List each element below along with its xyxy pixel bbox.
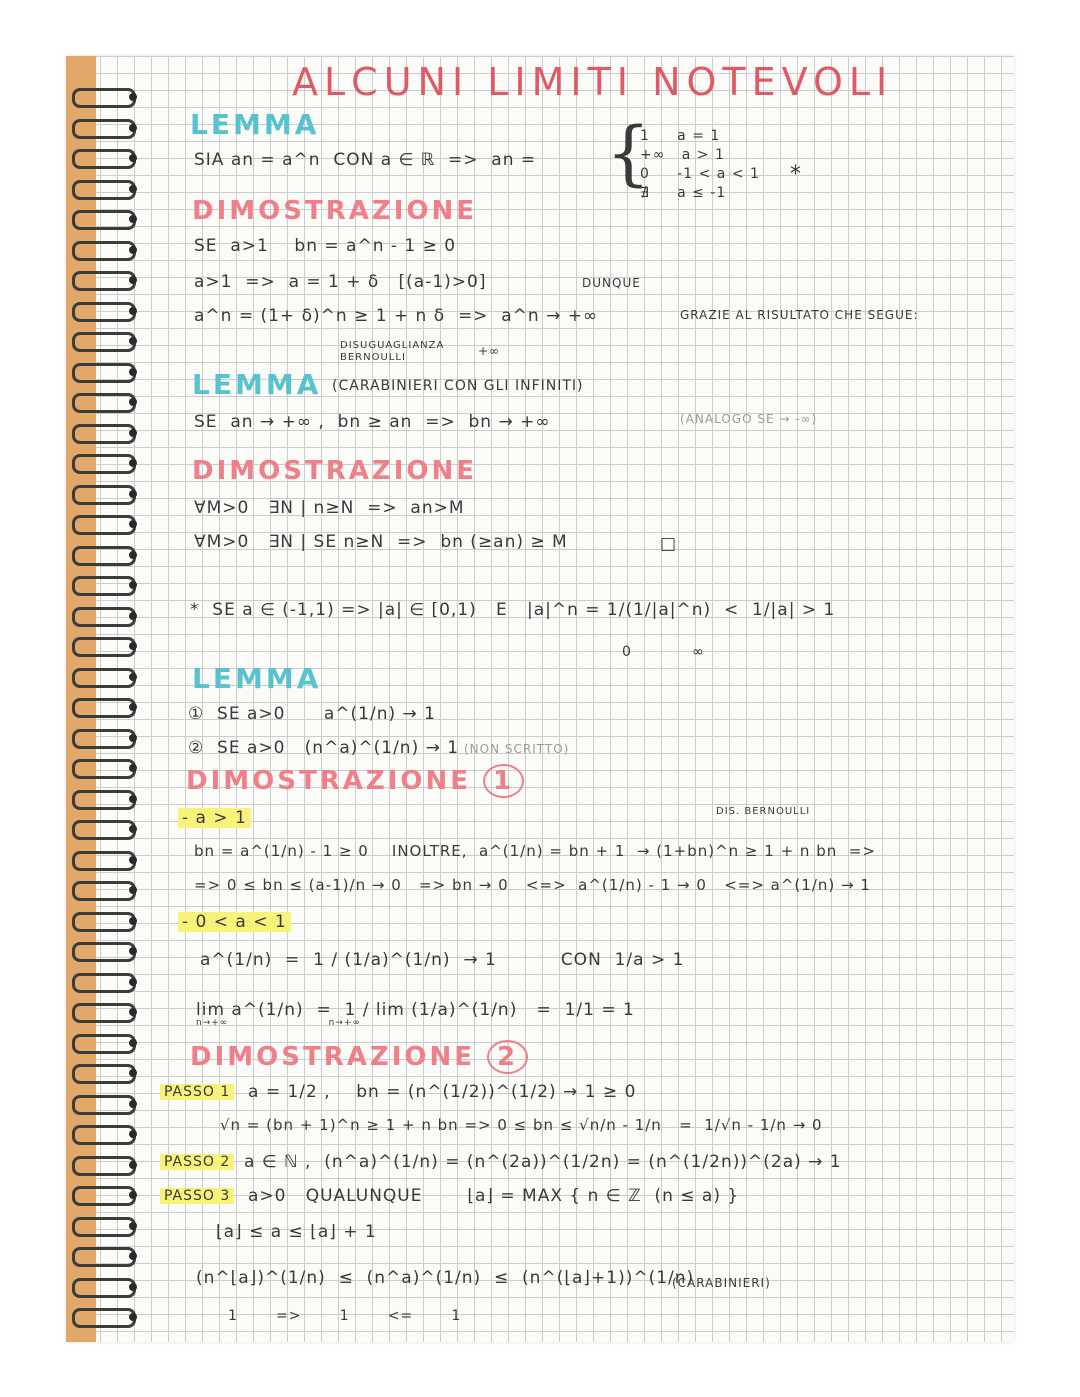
demo2-line-2: ∀M>0 ∃N | SE n≥N => bn (≥an) ≥ M [194,532,568,552]
demo4-heading-text: DIMOSTRAZIONE [190,1042,475,1072]
demo3-heading-text: DIMOSTRAZIONE [186,766,471,796]
passo-3-line-3: (n^⌊a⌋)^(1/n) ≤ (n^a)^(1/n) ≤ (n^(⌊a⌋+1))^(1/n) [196,1268,695,1288]
spiral-ring [72,881,136,901]
spiral-ring [72,790,136,810]
spiral-ring [72,698,136,718]
spiral-ring [72,271,136,291]
spiral-ring [72,210,136,230]
spiral-ring [72,88,136,108]
demo3-line-4: lim a^(1/n) = 1 / lim (1/a)^(1/n) = 1/1 = 1 [196,1000,635,1020]
spiral-ring [72,942,136,962]
demo1-line-1: SE a>1 bn = a^n - 1 ≥ 0 [194,236,457,256]
demo3-line-4-sub: n→+∞ n→+∞ [196,1018,361,1028]
lemma-heading-2: LEMMA [192,368,322,401]
lemma3-item-2: ② SE a>0 (n^a)^(1/n) → 1 [188,738,460,758]
spiral-ring [72,424,136,444]
star-note-zero: 0 [622,644,632,660]
passo-3-line-2: ⌊a⌋ ≤ a ≤ ⌊a⌋ + 1 [216,1222,377,1242]
demo-heading-4 [190,1040,528,1074]
demo3-line-3: a^(1/n) = 1 / (1/a)^(1/n) → 1 CON 1/a > 1 [200,950,685,970]
spiral-ring [72,759,136,779]
star-mark: * [790,162,802,187]
demo1-line-2: a>1 => a = 1 + δ [(a-1)>0] [194,272,487,292]
passo-1-line: a = 1/2 , bn = (n^(1/2))^(1/2) → 1 ≥ 0 [248,1082,637,1102]
spiral-ring [72,149,136,169]
lemma3-item-1: ① SE a>0 a^(1/n) → 1 [188,704,436,724]
spiral-ring [72,546,136,566]
spiral-ring [72,1217,136,1237]
spiral-ring [72,912,136,932]
demo-heading-1: DIMOSTRAZIONE [192,196,477,226]
passo-1-label: PASSO 1 [160,1084,234,1100]
demo3-line-2: => 0 ≤ bn ≤ (a-1)/n → 0 => bn → 0 <=> a^(1/n) - 1 → 0 <=> a^(1/n) → 1 [194,876,871,894]
star-note-line: * SE a ∈ (-1,1) => |a| ∈ [0,1) E |a|^n = 1/(1/|a|^n) < 1/|a| > 1 [190,600,836,620]
demo1-line-3: a^n = (1+ δ)^n ≥ 1 + n δ => a^n → +∞ [194,306,599,326]
case-2: +∞ a > 1 [640,147,725,163]
spiral-ring [72,1278,136,1298]
spiral-ring [72,637,136,657]
demo3-number: 1 [483,764,524,798]
demo3-case-2: - 0 < a < 1 [178,912,291,932]
spiral-ring [72,1003,136,1023]
spiral-ring [72,454,136,474]
spiral-ring [72,729,136,749]
demo-heading-3 [186,764,524,798]
spiral-ring [72,363,136,383]
case-4: ∄ a ≤ -1 [640,185,727,201]
demo1-note: GRAZIE AL RISULTATO CHE SEGUE: [680,308,919,322]
spiral-ring [72,1308,136,1328]
lemma3-note: (NON SCRITTO) [464,742,570,756]
spiral-ring [72,1034,136,1054]
lemma2-subtitle: (CARABINIERI CON GLI INFINITI) [332,378,584,394]
lemma2-note: (ANALOGO SE → -∞) [680,412,818,426]
passo-3-label: PASSO 3 [160,1188,234,1204]
demo-heading-2: DIMOSTRAZIONE [192,456,477,486]
demo1-dunque: DUNQUE [582,276,641,290]
passo-1-line-2: √n = (bn + 1)^n ≥ 1 + n bn => 0 ≤ bn ≤ √n/n - 1/n = 1/√n - 1/n → 0 [220,1116,823,1134]
spiral-ring [72,1156,136,1176]
spiral-ring [72,973,136,993]
lemma-heading-3: LEMMA [192,662,322,695]
spiral-ring [72,332,136,352]
spiral-ring [72,485,136,505]
bernoulli-note: DISUGUAGLIANZA BERNOULLI [340,340,445,363]
spiral-ring [72,393,136,413]
spiral-ring [72,241,136,261]
cases-brace: { [606,112,651,194]
star-note-inf: ∞ [692,644,705,660]
spiral-ring [72,302,136,322]
demo4-number: 2 [487,1040,528,1074]
spiral-ring [72,1064,136,1084]
case-1: 1 a = 1 [640,128,721,144]
spiral-ring [72,119,136,139]
spiral-ring [72,515,136,535]
passo-2-line: a ∈ ℕ , (n^a)^(1/n) = (n^(2a))^(1/2n) = (n^(1/2n))^(2a) → 1 [244,1152,842,1172]
spiral-ring [72,607,136,627]
spiral-ring [72,820,136,840]
lemma-heading-1: LEMMA [190,108,320,141]
lemma1-statement: SIA an = a^n CON a ∈ ℝ => an = [194,150,537,170]
dis-bernoulli-note: DIS. BERNOULLI [716,806,811,817]
spiral-ring [72,1247,136,1267]
lemma2-statement: SE an → +∞ , bn ≥ an => bn → +∞ [194,412,551,432]
spiral-ring [72,180,136,200]
demo3-case-1: - a > 1 [178,808,251,828]
spiral-ring [72,576,136,596]
spiral-ring [72,1125,136,1145]
spiral-ring [72,1095,136,1115]
spiral-ring [72,851,136,871]
carabinieri-note: (CARABINIERI) [672,1276,771,1290]
demo3-line-1: bn = a^(1/n) - 1 ≥ 0 INOLTRE, a^(1/n) = bn + 1 → (1+bn)^n ≥ 1 + n bn => [194,842,876,860]
passo-3-line: a>0 QUALUNQUE ⌊a⌋ = MAX { n ∈ ℤ (n ≤ a) } [248,1186,740,1206]
case-3: 0 -1 < a < 1 [640,166,760,182]
infinity-note: +∞ [478,344,501,358]
passo-2-label: PASSO 2 [160,1154,234,1170]
spiral-ring [72,668,136,688]
spiral-ring [72,1186,136,1206]
demo2-line-1: ∀M>0 ∃N | n≥N => an>M [194,498,465,518]
passo-3-line-4: 1 => 1 <= 1 [228,1308,462,1324]
page-title: ALCUNI LIMITI NOTEVOLI [292,60,894,104]
qed-mark: □ [660,534,678,554]
